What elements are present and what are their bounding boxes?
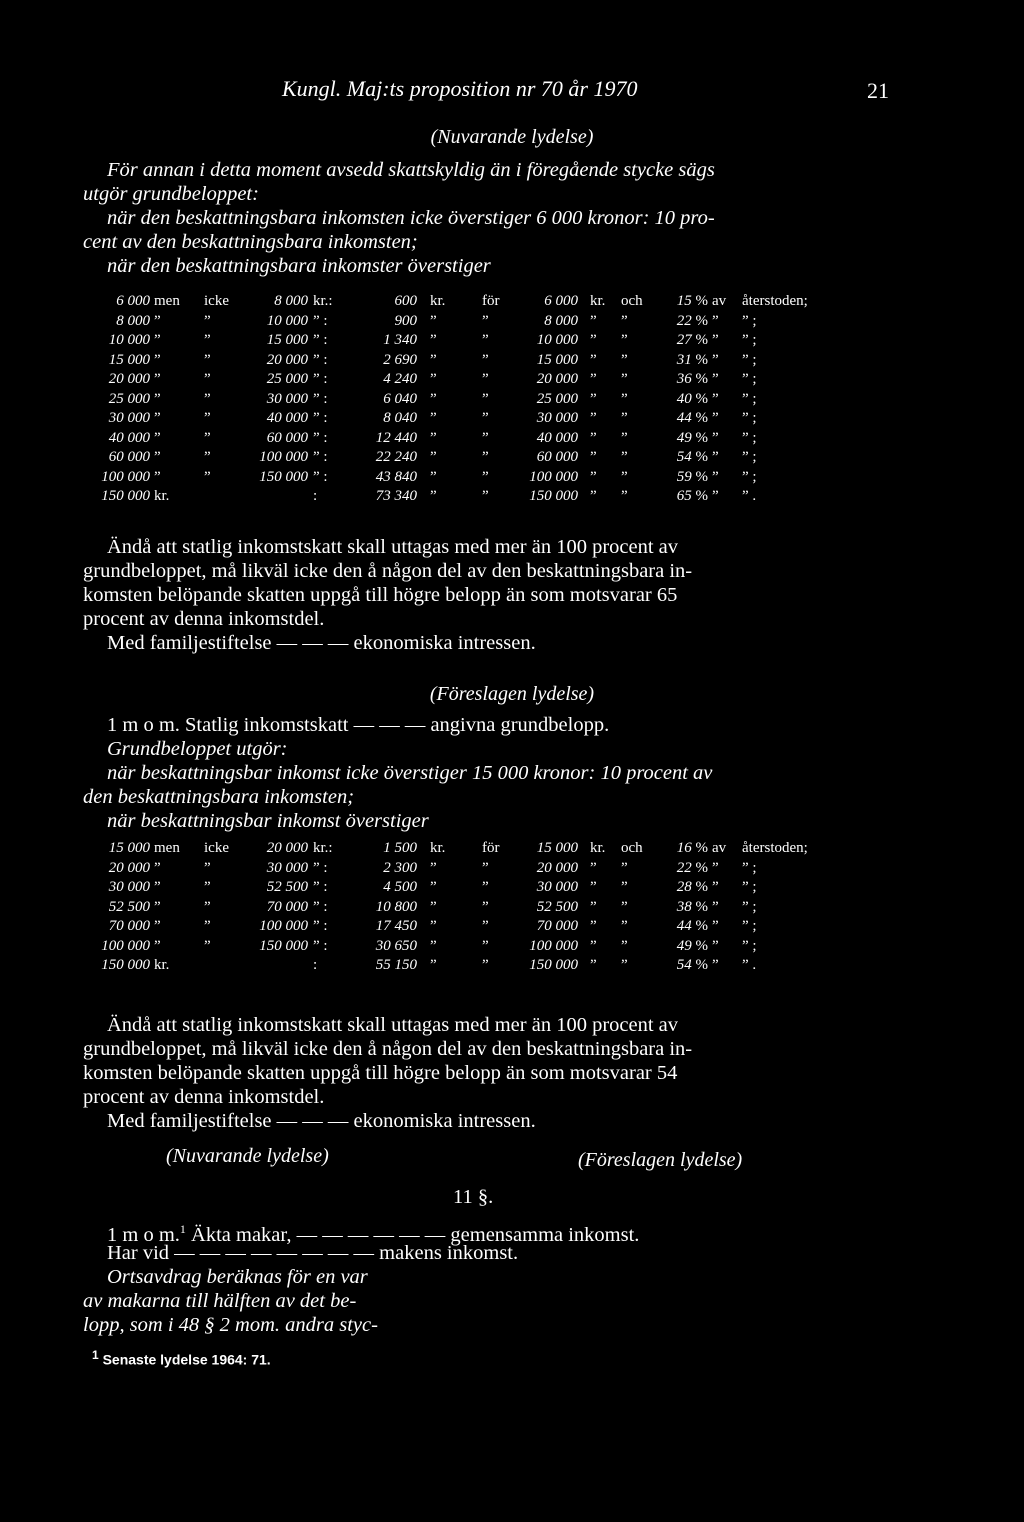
- cell-r2: ” .: [742, 488, 757, 504]
- cell-rate: 40 %: [676, 390, 708, 407]
- cell-to: 10 000: [266, 312, 308, 329]
- cell-b2: ”: [621, 449, 628, 465]
- cell-t2: ”: [482, 449, 489, 465]
- cell-r1: ”: [712, 488, 719, 504]
- cell-t2: ”: [482, 351, 489, 368]
- cell-c1: ”: [154, 371, 161, 387]
- cell-rate: 59 %: [676, 468, 708, 485]
- cell-base: 150 000: [529, 957, 578, 973]
- cell-c1: ”: [154, 332, 161, 348]
- cell-t2: ”: [482, 957, 489, 973]
- cell-t2: för: [482, 840, 500, 856]
- cell-b2: ”: [621, 410, 628, 426]
- cell-r1: ”: [712, 351, 719, 368]
- cell-rate: 36 %: [676, 371, 708, 387]
- cell-rate: 16 %: [676, 840, 708, 856]
- cell-t1: ”: [430, 898, 437, 915]
- cell-t1: ”: [430, 312, 437, 329]
- page-number: 21: [867, 78, 889, 103]
- section1-line-1: För annan i detta moment avsedd skattskyldig än i föregående stycke sägs: [107, 159, 715, 181]
- cell-t2: ”: [482, 488, 489, 504]
- section-heading-proposed: (Föreslagen lydelse): [429, 683, 595, 705]
- cell-c2: icke: [204, 293, 229, 309]
- cell-b1: ”: [590, 390, 597, 407]
- cell-rate: 27 %: [676, 332, 708, 348]
- section3-har-vid: Har vid — — — — — — — — makens inkomst.: [107, 1242, 519, 1264]
- cell-b1: ”: [590, 371, 597, 387]
- cell-to: 60 000: [266, 429, 308, 446]
- cell-t2: ”: [482, 879, 489, 895]
- cell-from: 25 000: [108, 390, 150, 407]
- cell-c1: ”: [154, 937, 161, 954]
- footnote-mark: 1: [92, 1348, 99, 1362]
- cell-r2: ” ;: [742, 351, 757, 368]
- cell-c2: ”: [204, 449, 211, 465]
- cell-b1: ”: [590, 468, 597, 485]
- cell-from: 15 000: [108, 840, 150, 856]
- cell-base: 6 000: [544, 293, 578, 309]
- cell-base: 10 000: [536, 332, 578, 348]
- cell-base: 20 000: [536, 859, 578, 876]
- cell-c1: men: [154, 840, 180, 856]
- mom-text: Äkta makar, — — — — — — gemensamma inkomst.: [185, 1223, 640, 1246]
- cell-c2: ”: [204, 332, 211, 348]
- cell-tax: 30 650: [375, 937, 417, 954]
- cell-rate: 31 %: [676, 351, 708, 368]
- cell-b1: ”: [590, 410, 597, 426]
- cell-rate: 38 %: [676, 898, 708, 915]
- cell-from: 15 000: [108, 351, 150, 368]
- cell-t1: ”: [430, 390, 437, 407]
- cell-from: 52 500: [108, 898, 150, 915]
- cell-from: 70 000: [108, 918, 150, 934]
- cell-to: 150 000: [259, 468, 308, 485]
- cell-t1: ”: [430, 488, 437, 504]
- cell-r1: ”: [712, 390, 719, 407]
- cell-r1: av: [712, 293, 727, 309]
- cell-rate: 54 %: [676, 957, 708, 973]
- cell-t2: ”: [482, 390, 489, 407]
- cell-b2: ”: [621, 312, 628, 329]
- cell-kr: ” :: [313, 351, 328, 368]
- mom-label: 1 m o m.: [107, 1223, 180, 1246]
- section1-line-5: när den beskattningsbara inkomster överstiger: [107, 255, 491, 277]
- cell-to: 15 000: [266, 332, 308, 348]
- section-heading-current: (Nuvarande lydelse): [430, 126, 594, 148]
- cell-c2: ”: [204, 898, 211, 915]
- cell-b1: ”: [590, 488, 597, 504]
- cell-t1: kr.: [430, 293, 446, 309]
- section1-line-3: när den beskattningsbara inkomsten icke överstiger 6 000 kronor: 10 pro-: [107, 207, 715, 229]
- cell-tax: 2 300: [383, 859, 417, 876]
- cell-tax: 10 800: [375, 898, 417, 915]
- cell-b2: ”: [621, 937, 628, 954]
- cell-kr: :: [313, 957, 318, 973]
- cell-to: 30 000: [266, 390, 308, 407]
- cell-t1: ”: [430, 879, 437, 895]
- cell-tax: 73 340: [375, 488, 417, 504]
- cell-r1: ”: [712, 371, 719, 387]
- cell-tax: 2 690: [383, 351, 417, 368]
- cell-from: 6 000: [116, 293, 150, 309]
- cell-tax: 17 450: [375, 918, 417, 934]
- cell-r1: ”: [712, 937, 719, 954]
- section1-paragraph-4: procent av denna inkomstdel.: [83, 608, 325, 630]
- cell-r2: ” .: [742, 957, 757, 973]
- cell-kr: ” :: [313, 332, 328, 348]
- cell-rate: 28 %: [676, 879, 708, 895]
- section3-ortsavdrag-2: av makarna till hälften av det be-: [83, 1290, 357, 1312]
- cell-b2: ”: [621, 918, 628, 934]
- cell-b1: ”: [590, 918, 597, 934]
- cell-b2: och: [621, 293, 643, 309]
- cell-base: 100 000: [529, 937, 578, 954]
- cell-to: 25 000: [266, 371, 308, 387]
- cell-b1: ”: [590, 429, 597, 446]
- cell-c2: ”: [204, 859, 211, 876]
- cell-kr: ” :: [313, 898, 328, 915]
- section3-heading-proposed: (Föreslagen lydelse): [578, 1149, 743, 1171]
- cell-kr: ” :: [313, 312, 328, 329]
- cell-kr: ” :: [313, 390, 328, 407]
- cell-r1: ”: [712, 898, 719, 915]
- cell-c1: kr.: [154, 488, 170, 504]
- section3-ortsavdrag-3: lopp, som i 48 § 2 mom. andra styc-: [83, 1314, 378, 1336]
- cell-kr: ” :: [313, 410, 328, 426]
- cell-from: 10 000: [108, 332, 150, 348]
- cell-rate: 22 %: [676, 312, 708, 329]
- cell-kr: ” :: [313, 937, 328, 954]
- cell-r1: ”: [712, 957, 719, 973]
- tax-table-proposed: [0, 840, 1024, 990]
- cell-r2: ” ;: [742, 390, 757, 407]
- cell-to: 100 000: [259, 449, 308, 465]
- cell-b1: kr.: [590, 840, 606, 856]
- cell-rate: 49 %: [676, 937, 708, 954]
- page-header-title: Kungl. Maj:ts proposition nr 70 år 1970: [282, 76, 638, 101]
- cell-tax: 1 500: [383, 840, 417, 856]
- section2-line-2: när beskattningsbar inkomst icke överstiger 15 000 kronor: 10 procent av: [107, 762, 713, 784]
- cell-tax: 8 040: [383, 410, 417, 426]
- cell-base: 100 000: [529, 468, 578, 485]
- cell-kr: ” :: [313, 429, 328, 446]
- cell-t2: ”: [482, 918, 489, 934]
- cell-c1: men: [154, 293, 180, 309]
- cell-c2: ”: [204, 937, 211, 954]
- cell-c2: ”: [204, 351, 211, 368]
- cell-t1: ”: [430, 449, 437, 465]
- cell-to: 30 000: [266, 859, 308, 876]
- cell-r2: ” ;: [742, 312, 757, 329]
- section2-mom-line: 1 m o m. Statlig inkomstskatt — — — angivna grundbelopp.: [107, 714, 610, 736]
- cell-t2: ”: [482, 859, 489, 876]
- cell-tax: 900: [394, 312, 417, 329]
- section2-paragraph-1: Ändå att statlig inkomstskatt skall uttagas med mer än 100 procent av: [107, 1014, 679, 1036]
- cell-r2: återstoden;: [742, 840, 808, 856]
- cell-kr: :: [313, 488, 318, 504]
- cell-rate: 54 %: [676, 449, 708, 465]
- cell-base: 25 000: [536, 390, 578, 407]
- cell-b2: ”: [621, 898, 628, 915]
- cell-tax: 4 500: [383, 879, 417, 895]
- section2-paragraph-2: grundbeloppet, må likväl icke den å någon del av den beskattningsbara in-: [83, 1038, 693, 1060]
- cell-b1: ”: [590, 312, 597, 329]
- cell-r2: återstoden;: [742, 293, 808, 309]
- cell-from: 150 000: [101, 957, 150, 973]
- cell-from: 30 000: [108, 879, 150, 895]
- cell-t2: ”: [482, 371, 489, 387]
- cell-t2: ”: [482, 332, 489, 348]
- section2-paragraph-4: procent av denna inkomstdel.: [83, 1086, 325, 1108]
- cell-c2: ”: [204, 468, 211, 485]
- cell-kr: ” :: [313, 879, 328, 895]
- cell-r2: ” ;: [742, 879, 757, 895]
- cell-r1: ”: [712, 879, 719, 895]
- cell-t1: kr.: [430, 840, 446, 856]
- cell-to: 52 500: [266, 879, 308, 895]
- cell-rate: 22 %: [676, 859, 708, 876]
- cell-c2: ”: [204, 429, 211, 446]
- cell-c1: ”: [154, 312, 161, 329]
- section1-line-4: cent av den beskattningsbara inkomsten;: [83, 231, 418, 253]
- cell-to: 70 000: [266, 898, 308, 915]
- section1-line-2: utgör grundbeloppet:: [83, 183, 259, 205]
- cell-r2: ” ;: [742, 429, 757, 446]
- section2-paragraph-3: komsten belöpande skatten uppgå till högre belopp än som motsvarar 54: [83, 1062, 678, 1084]
- cell-b2: och: [621, 840, 643, 856]
- cell-b1: ”: [590, 879, 597, 895]
- cell-base: 30 000: [536, 410, 578, 426]
- cell-c1: ”: [154, 879, 161, 895]
- paragraph-sign: 11 §.: [453, 1186, 494, 1208]
- cell-kr: kr.:: [313, 293, 333, 309]
- cell-c2: ”: [204, 918, 211, 934]
- section1-paragraph-3: komsten belöpande skatten uppgå till högre belopp än som motsvarar 65: [83, 584, 678, 606]
- cell-b2: ”: [621, 332, 628, 348]
- cell-kr: ” :: [313, 468, 328, 485]
- cell-b1: kr.: [590, 293, 606, 309]
- cell-base: 15 000: [536, 840, 578, 856]
- cell-r2: ” ;: [742, 937, 757, 954]
- cell-b2: ”: [621, 859, 628, 876]
- section3-ortsavdrag-1: Ortsavdrag beräknas för en var: [107, 1266, 368, 1288]
- cell-b1: ”: [590, 351, 597, 368]
- cell-base: 15 000: [536, 351, 578, 368]
- cell-b2: ”: [621, 879, 628, 895]
- cell-t1: ”: [430, 429, 437, 446]
- section1-paragraph-1: Ändå att statlig inkomstskatt skall uttagas med mer än 100 procent av: [107, 536, 679, 558]
- cell-t2: ”: [482, 937, 489, 954]
- cell-from: 150 000: [101, 488, 150, 504]
- cell-r1: ”: [712, 312, 719, 329]
- cell-to: 100 000: [259, 918, 308, 934]
- cell-to: 20 000: [266, 351, 308, 368]
- cell-base: 30 000: [536, 879, 578, 895]
- cell-t1: ”: [430, 332, 437, 348]
- section2-line-1: Grundbeloppet utgör:: [107, 738, 288, 760]
- cell-c1: ”: [154, 898, 161, 915]
- cell-t1: ”: [430, 351, 437, 368]
- cell-c2: ”: [204, 312, 211, 329]
- cell-t2: för: [482, 293, 500, 309]
- cell-r1: ”: [712, 468, 719, 485]
- cell-tax: 12 440: [375, 429, 417, 446]
- section2-line-3: den beskattningsbara inkomsten;: [83, 786, 355, 808]
- cell-b2: ”: [621, 429, 628, 446]
- cell-c2: ”: [204, 879, 211, 895]
- cell-from: 20 000: [108, 371, 150, 387]
- cell-rate: 44 %: [676, 410, 708, 426]
- cell-r1: ”: [712, 410, 719, 426]
- cell-t2: ”: [482, 312, 489, 329]
- cell-r1: ”: [712, 918, 719, 934]
- footnote-text: Senaste lydelse 1964: 71.: [102, 1351, 271, 1368]
- cell-b2: ”: [621, 390, 628, 407]
- cell-c1: ”: [154, 468, 161, 485]
- cell-r1: av: [712, 840, 727, 856]
- cell-from: 30 000: [108, 410, 150, 426]
- cell-from: 40 000: [108, 429, 150, 446]
- cell-base: 150 000: [529, 488, 578, 504]
- cell-from: 20 000: [108, 859, 150, 876]
- cell-t2: ”: [482, 898, 489, 915]
- cell-rate: 44 %: [676, 918, 708, 934]
- cell-r2: ” ;: [742, 332, 757, 348]
- cell-kr: ” :: [313, 918, 328, 934]
- section2-familj: Med familjestiftelse — — — ekonomiska intressen.: [107, 1110, 536, 1132]
- cell-c1: kr.: [154, 957, 170, 973]
- cell-b1: ”: [590, 449, 597, 465]
- cell-r2: ” ;: [742, 449, 757, 465]
- cell-r2: ” ;: [742, 410, 757, 426]
- cell-t1: ”: [430, 937, 437, 954]
- cell-b2: ”: [621, 488, 628, 504]
- cell-b2: ”: [621, 351, 628, 368]
- cell-rate: 65 %: [676, 488, 708, 504]
- cell-from: 60 000: [108, 449, 150, 465]
- cell-c1: ”: [154, 859, 161, 876]
- section1-paragraph-2: grundbeloppet, må likväl icke den å någon del av den beskattningsbara in-: [83, 560, 693, 582]
- cell-t1: ”: [430, 410, 437, 426]
- cell-b1: ”: [590, 332, 597, 348]
- cell-tax: 55 150: [375, 957, 417, 973]
- cell-to: 150 000: [259, 937, 308, 954]
- section1-familj: Med familjestiftelse — — — ekonomiska intressen.: [107, 632, 536, 654]
- cell-r1: ”: [712, 859, 719, 876]
- cell-c2: ”: [204, 371, 211, 387]
- cell-t2: ”: [482, 410, 489, 426]
- tax-table-current: [0, 293, 1024, 523]
- cell-b1: ”: [590, 957, 597, 973]
- cell-kr: ” :: [313, 859, 328, 876]
- cell-rate: 15 %: [676, 293, 708, 309]
- cell-tax: 600: [394, 293, 417, 309]
- cell-c1: ”: [154, 429, 161, 446]
- cell-from: 100 000: [101, 937, 150, 954]
- cell-t1: ”: [430, 957, 437, 973]
- cell-r1: ”: [712, 332, 719, 348]
- cell-c2: ”: [204, 410, 211, 426]
- cell-t1: ”: [430, 859, 437, 876]
- cell-tax: 6 040: [383, 390, 417, 407]
- cell-kr: ” :: [313, 371, 328, 387]
- cell-base: 70 000: [536, 918, 578, 934]
- cell-c1: ”: [154, 390, 161, 407]
- cell-b1: ”: [590, 898, 597, 915]
- cell-tax: 43 840: [375, 468, 417, 485]
- cell-base: 20 000: [536, 371, 578, 387]
- cell-from: 100 000: [101, 468, 150, 485]
- cell-b2: ”: [621, 957, 628, 973]
- cell-base: 60 000: [536, 449, 578, 465]
- cell-b1: ”: [590, 937, 597, 954]
- cell-b2: ”: [621, 371, 628, 387]
- section3-heading-current: (Nuvarande lydelse): [166, 1145, 329, 1167]
- cell-r2: ” ;: [742, 468, 757, 485]
- cell-c1: ”: [154, 410, 161, 426]
- footnote: [92, 1348, 271, 1368]
- cell-c2: ”: [204, 390, 211, 407]
- cell-c1: ”: [154, 351, 161, 368]
- cell-r1: ”: [712, 429, 719, 446]
- cell-base: 52 500: [536, 898, 578, 915]
- cell-from: 8 000: [116, 312, 150, 329]
- cell-kr: kr.:: [313, 840, 333, 856]
- cell-rate: 49 %: [676, 429, 708, 446]
- cell-tax: 22 240: [375, 449, 417, 465]
- cell-tax: 4 240: [383, 371, 417, 387]
- cell-t1: ”: [430, 468, 437, 485]
- cell-kr: ” :: [313, 449, 328, 465]
- cell-tax: 1 340: [383, 332, 417, 348]
- cell-base: 8 000: [544, 312, 578, 329]
- cell-b2: ”: [621, 468, 628, 485]
- cell-t2: ”: [482, 429, 489, 446]
- cell-r2: ” ;: [742, 918, 757, 934]
- cell-to: 40 000: [266, 410, 308, 426]
- cell-c1: ”: [154, 449, 161, 465]
- cell-to: 20 000: [266, 840, 308, 856]
- section2-line-4: när beskattningsbar inkomst överstiger: [107, 810, 429, 832]
- cell-t1: ”: [430, 918, 437, 934]
- cell-t2: ”: [482, 468, 489, 485]
- cell-base: 40 000: [536, 429, 578, 446]
- footnote-reference: 1: [179, 1222, 186, 1236]
- cell-r1: ”: [712, 449, 719, 465]
- cell-c1: ”: [154, 918, 161, 934]
- cell-to: 8 000: [274, 293, 308, 309]
- cell-c2: icke: [204, 840, 229, 856]
- cell-r2: ” ;: [742, 859, 757, 876]
- cell-r2: ” ;: [742, 898, 757, 915]
- cell-b1: ”: [590, 859, 597, 876]
- cell-t1: ”: [430, 371, 437, 387]
- cell-r2: ” ;: [742, 371, 757, 387]
